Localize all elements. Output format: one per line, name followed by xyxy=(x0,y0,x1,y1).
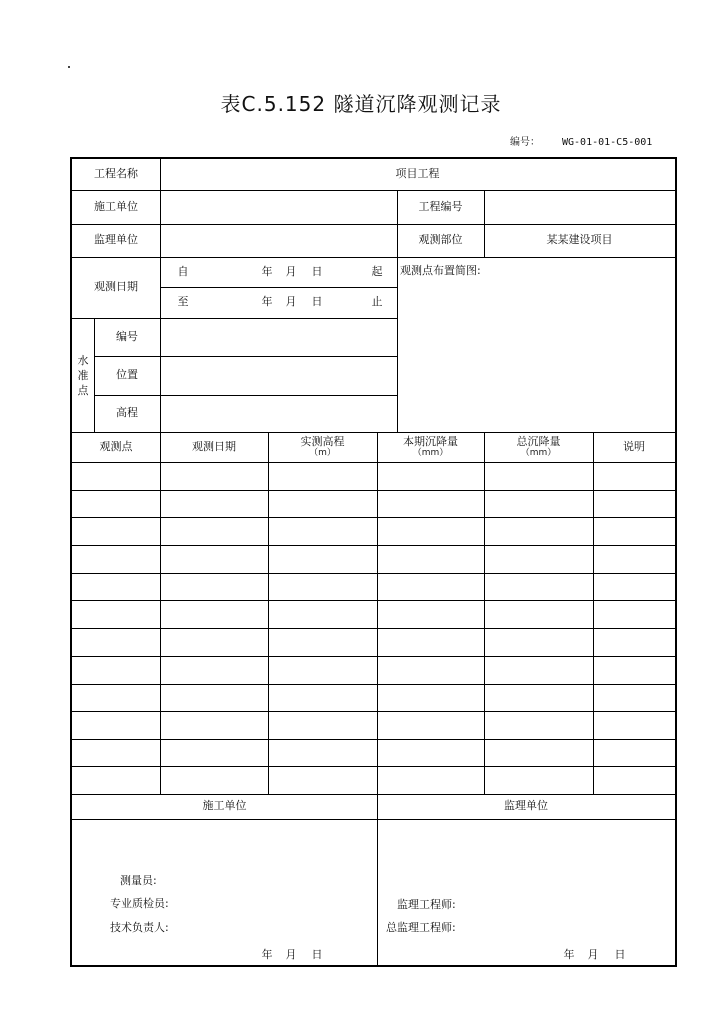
project-name-label: 工程名称 xyxy=(94,167,138,181)
chief-supervising-engineer-label: 总监理工程师: xyxy=(386,920,456,934)
from-month: 月 xyxy=(285,264,297,278)
sign-supervisor-title: 监理单位 xyxy=(504,799,548,813)
to-char: 至 xyxy=(177,295,189,309)
quality-inspector-label: 专业质检员: xyxy=(110,896,169,910)
to-year: 年 xyxy=(261,295,273,309)
tech-lead-label: 技术负责人: xyxy=(110,920,169,934)
project-no-label: 工程编号 xyxy=(418,199,463,213)
benchmark-label: 水准点 xyxy=(77,353,89,397)
serial-label: 编号： xyxy=(510,137,540,148)
start-char: 起 xyxy=(371,264,383,278)
benchmark-number-label: 编号 xyxy=(116,329,138,343)
benchmark-number-value[interactable] xyxy=(161,319,397,356)
end-char: 止 xyxy=(371,295,383,309)
contractor-value[interactable] xyxy=(160,190,397,224)
benchmark-elevation-value[interactable] xyxy=(161,396,397,432)
from-char: 自 xyxy=(177,264,189,278)
benchmark-elevation-label: 高程 xyxy=(116,406,138,420)
data-rows[interactable] xyxy=(72,462,675,794)
from-day: 日 xyxy=(311,264,323,278)
col-header-observe-date: 观测日期 xyxy=(192,439,236,453)
col-header-remarks: 说明 xyxy=(623,439,645,453)
record-form xyxy=(70,157,677,967)
layout-sketch-label: 观测点布置简图: xyxy=(400,263,481,277)
benchmark-position-label: 位置 xyxy=(116,368,138,382)
observe-part-value[interactable]: 某某建设项目 xyxy=(546,233,613,247)
benchmark-position-value[interactable] xyxy=(161,357,397,395)
observe-date-label: 观测日期 xyxy=(94,280,138,294)
sign-contractor-title: 施工单位 xyxy=(202,799,247,813)
contractor-label: 施工单位 xyxy=(94,199,138,213)
project-name-value[interactable]: 项目工程 xyxy=(395,167,440,181)
contractor-date-month: 月 xyxy=(285,947,297,961)
surveyor-label: 测量员: xyxy=(120,873,157,887)
col-header-measured-elevation: 实测高程 （m） xyxy=(300,434,345,459)
col-header-observe-point: 观测点 xyxy=(99,439,133,453)
to-day: 日 xyxy=(311,295,323,309)
supervising-engineer-label: 监理工程师: xyxy=(397,897,456,911)
contractor-date-day: 日 xyxy=(311,947,323,961)
col-header-period-settlement: 本期沉降量 （mm） xyxy=(403,434,458,459)
supervisor-date-day: 日 xyxy=(614,947,626,961)
serial-value: WG-01-01-C5-001 xyxy=(562,137,653,148)
supervisor-date-month: 月 xyxy=(587,947,599,961)
project-no-value[interactable] xyxy=(484,190,675,224)
col-header-total-settlement: 总沉降量 （mm） xyxy=(516,434,561,459)
from-year: 年 xyxy=(261,264,273,278)
observe-part-label: 观测部位 xyxy=(418,233,463,247)
page-title: 表C.5.152 隧道沉降观测记录 xyxy=(220,92,502,116)
stray-dot xyxy=(68,66,70,68)
to-month: 月 xyxy=(285,295,297,309)
layout-sketch-area[interactable] xyxy=(398,283,674,431)
supervisor-value[interactable] xyxy=(160,224,397,257)
supervisor-label: 监理单位 xyxy=(94,233,138,247)
serial-number xyxy=(510,133,652,148)
contractor-date-year: 年 xyxy=(261,947,273,961)
supervisor-date-year: 年 xyxy=(563,947,575,961)
